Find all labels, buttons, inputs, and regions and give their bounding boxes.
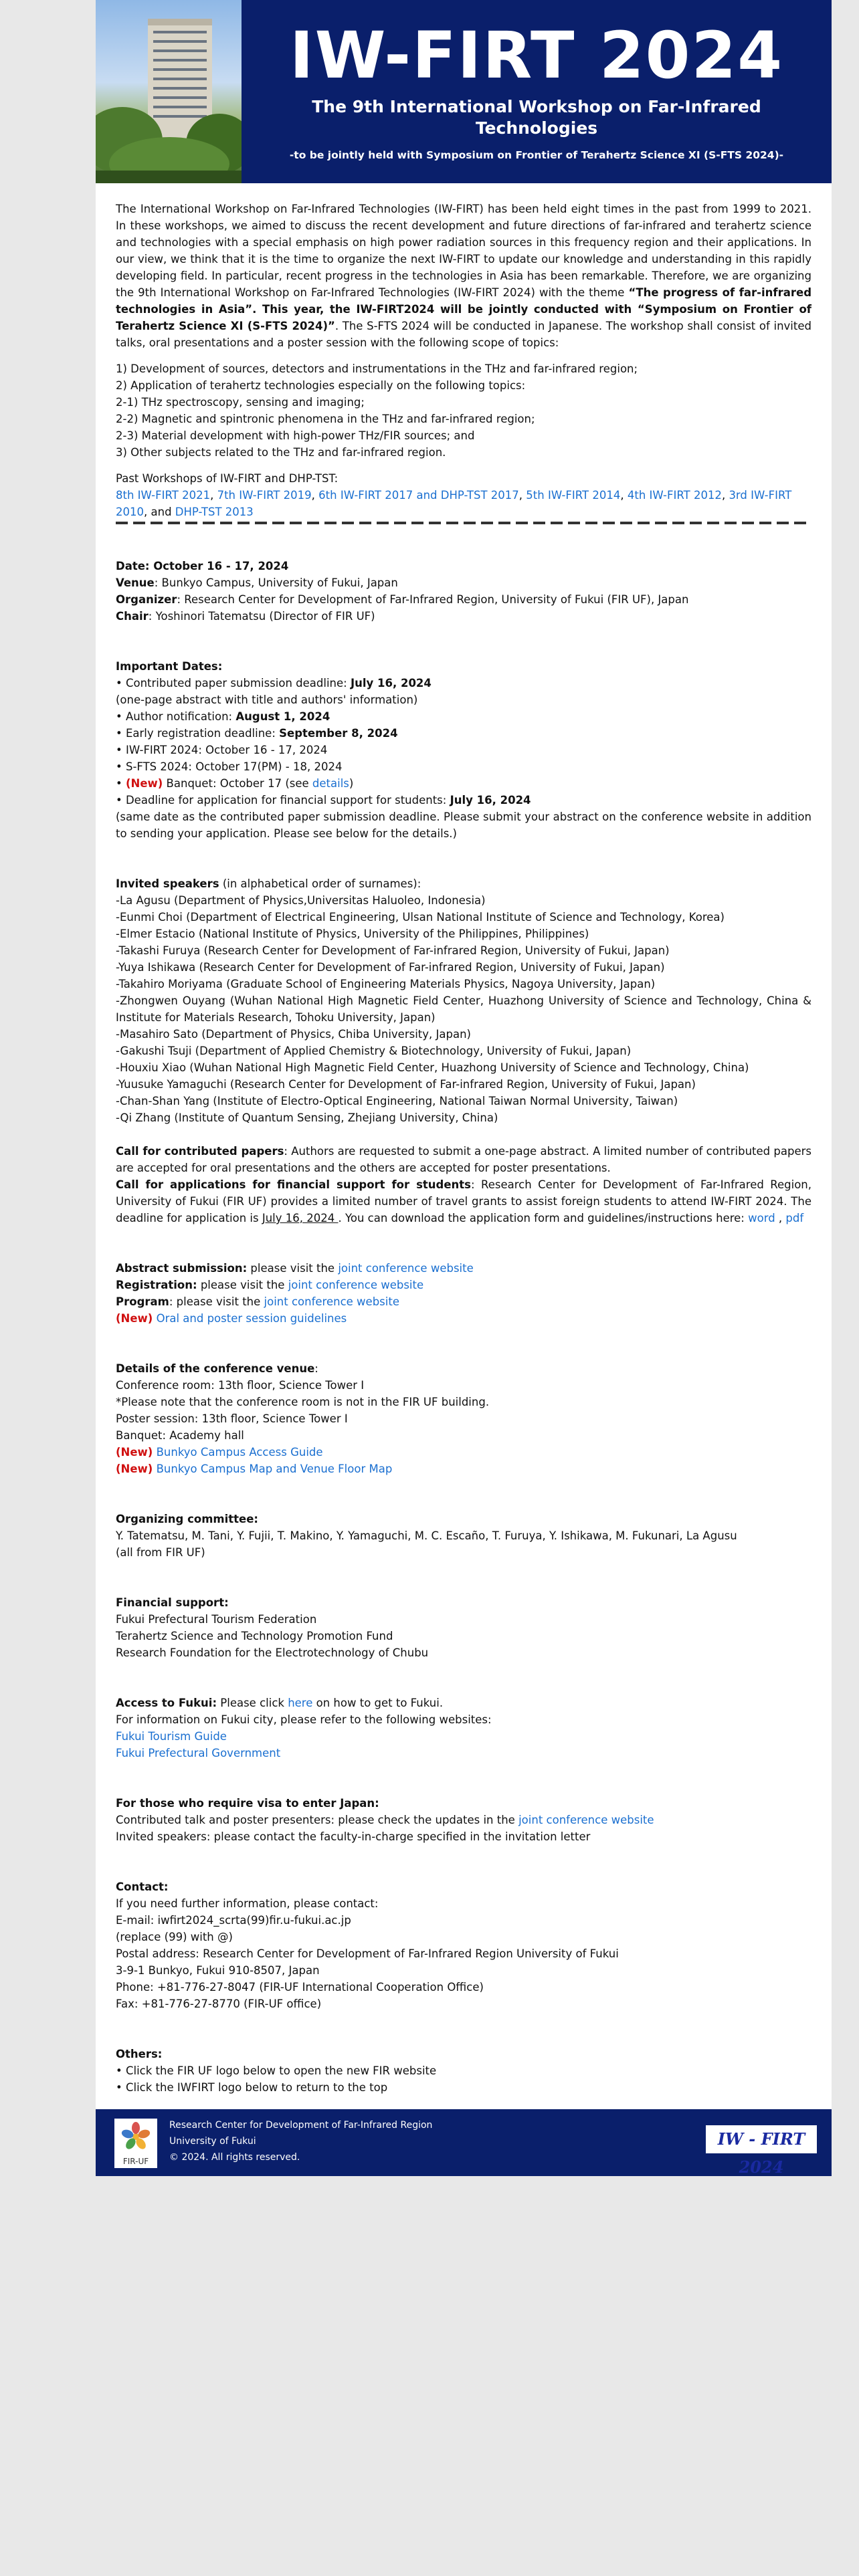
contact-heading-text: Contact: bbox=[116, 1881, 169, 1893]
registration-site-link[interactable]: joint conference website bbox=[288, 1279, 424, 1291]
footer-org: Research Center for Development of Far-Infrared Region bbox=[169, 2120, 433, 2131]
visa-heading-text: For those who require visa to enter Japan: bbox=[116, 1797, 379, 1810]
financial-heading-text: Financial support: bbox=[116, 1596, 229, 1609]
venue-label: Venue bbox=[116, 576, 155, 589]
contact-phone: Phone: +81-776-27-8047 (FIR-UF International Cooperation Office) bbox=[116, 1981, 484, 1994]
venue-text: : Bunkyo Campus, University of Fukui, Japan bbox=[154, 576, 398, 589]
date-note: (one-page abstract with title and authors' information) bbox=[116, 693, 418, 706]
others-item: • Click the IWFIRT logo below to return to the top bbox=[116, 2081, 388, 2094]
financial-item: Terahertz Science and Technology Promotion Fund bbox=[116, 1630, 393, 1642]
speaker-item: -Yuya Ishikawa (Research Center for Development of Far-infrared Region, University of Fukui, Japan) bbox=[116, 961, 665, 974]
call-support-label: Call for applications for financial support for students bbox=[116, 1178, 471, 1191]
topic-item: 1) Development of sources, detectors and instrumentations in the THz and far-infrared region; bbox=[116, 362, 638, 375]
contact-fax: Fax: +81-776-27-8770 (FIR-UF office) bbox=[116, 1998, 322, 2010]
date-value: August 1, 2024 bbox=[235, 710, 330, 723]
date-label: • Author notification: bbox=[116, 710, 236, 723]
fukui-government bbox=[116, 1745, 812, 1761]
registration-text: please visit the bbox=[197, 1279, 288, 1291]
svg-text:FIR-UF: FIR-UF bbox=[122, 2157, 149, 2166]
registration bbox=[116, 1277, 812, 1293]
iwfirt-logo-button[interactable]: IW - FIRT 2024 bbox=[706, 2125, 817, 2153]
date-value: July 16, 2024 bbox=[350, 677, 432, 689]
organizer-text: : Research Center for Development of Far-Infrared Region, University of Fukui (FIR UF), Japan bbox=[177, 593, 689, 606]
speaker-item: -Zhongwen Ouyang (Wuhan National High Magnetic Field Center, Huazhong University of Science and Technology, China & Institute for Materials Research, Tohoku University, Japan) bbox=[116, 994, 812, 1024]
application-pdf-link[interactable]: pdf bbox=[785, 1212, 804, 1224]
speaker-item: -Takahiro Moriyama (Graduate School of Engineering Materials Physics, Nagoya University, Japan) bbox=[116, 978, 656, 990]
others-heading bbox=[116, 2046, 812, 2062]
fukui-tourism bbox=[116, 1728, 812, 1745]
campus-map-link[interactable]: Bunkyo Campus Map and Venue Floor Map bbox=[156, 1463, 393, 1475]
date-label: • Early registration deadline: bbox=[116, 727, 280, 740]
committee-members: Y. Tatematsu, M. Tani, Y. Fujii, T. Makino, Y. Yamaguchi, M. C. Escaño, T. Furuya, Y. Ishikawa, M. Fukunari, La Agusu bbox=[116, 1529, 737, 1542]
visa-contributed bbox=[116, 1812, 812, 1828]
speaker-item: -Eunmi Choi (Department of Electrical Engineering, Ulsan National Institute of Science and Technology, Korea) bbox=[116, 911, 725, 924]
committee-heading-text: Organizing committee: bbox=[116, 1513, 258, 1525]
access-text2: on how to get to Fukui. bbox=[312, 1697, 444, 1709]
speaker-item: -Takashi Furuya (Research Center for Development of Far-infrared Region, University of Fukui, Japan) bbox=[116, 944, 670, 957]
speaker-item: -Qi Zhang (Institute of Quantum Sensing, Zhejiang University, China) bbox=[116, 1111, 498, 1124]
date-item bbox=[116, 675, 812, 691]
venue-room: Conference room: 13th floor, Science Tower I bbox=[116, 1379, 365, 1392]
committee-note: (all from FIR UF) bbox=[116, 1546, 205, 1559]
page-header bbox=[96, 0, 832, 183]
past-link-2021[interactable]: 8th IW-FIRT 2021 bbox=[116, 489, 211, 502]
speaker-item: -Yuusuke Yamaguchi (Research Center for Development of Far-infrared Region, University of Fukui, Japan) bbox=[116, 1078, 696, 1091]
speakers-heading-text: Invited speakers bbox=[116, 877, 219, 890]
fukui-city-info: For information on Fukui city, please refer to the following websites: bbox=[116, 1713, 492, 1726]
colon: : bbox=[314, 1362, 318, 1375]
date-item bbox=[116, 708, 812, 725]
event-venue bbox=[116, 574, 812, 591]
new-badge: (New) bbox=[116, 1463, 153, 1475]
call-papers-text: : Authors are requested to submit a one-page abstract. A limited number of contributed papers are accepted for oral presentations and the others are accepted for poster presentations. bbox=[116, 1145, 812, 1174]
tourism-guide-link[interactable]: Fukui Tourism Guide bbox=[116, 1730, 227, 1743]
chair-text: : Yoshinori Tatematsu (Director of FIR UF) bbox=[148, 610, 375, 623]
speaker-item: -Elmer Estacio (National Institute of Physics, University of the Philippines, Philippines) bbox=[116, 928, 589, 940]
comma-separator: , bbox=[775, 1212, 786, 1224]
topic-item: 2-3) Material development with high-power THz/FIR sources; and bbox=[116, 429, 475, 442]
call-papers-label: Call for contributed papers bbox=[116, 1145, 284, 1158]
page-footer bbox=[96, 2109, 832, 2176]
event-chair bbox=[116, 608, 812, 625]
topic-item: 2-2) Magnetic and spintronic phenomena in the THz and far-infrared region; bbox=[116, 413, 535, 425]
bullet: • bbox=[116, 777, 126, 790]
intro-text: The International Workshop on Far-Infrared Technologies (IW-FIRT) has been held eight times in the past from 1999 to 2021. In these workshops, we aimed to discuss the recent development and future directions of far-infrared and terahertz science and technologies with a special emphasis on high power radiation sources in this frequency region and their applications. In our view, we think that it is the time to organize the next IW-FIRT to update our knowledge and understanding in this rapidly developing field. In particular, recent progress in the technologies in Asia has been remarkable. Therefore, we are organizing the 9th International Workshop on Far-Infrared Technologies (IW-FIRT 2024) with the theme bbox=[116, 203, 812, 299]
guidelines-link[interactable]: Oral and poster session guidelines bbox=[156, 1312, 347, 1325]
date-label: • Deadline for application for financial support for students: bbox=[116, 794, 450, 807]
date-item bbox=[116, 792, 812, 809]
topics-list bbox=[116, 360, 812, 461]
topic-item: 2-1) THz spectroscopy, sensing and imaging; bbox=[116, 396, 365, 409]
campus-building-photo bbox=[96, 0, 242, 183]
access-text: Please click bbox=[217, 1697, 288, 1709]
call-support-text2: . You can download the application form and guidelines/instructions here: bbox=[338, 1212, 749, 1224]
date-value: July 16, 2024 bbox=[450, 794, 531, 807]
date-text: Date: October 16 - 17, 2024 bbox=[116, 560, 289, 572]
banquet-details-link[interactable]: details bbox=[312, 777, 349, 790]
joint-note: -to be jointly held with Symposium on Frontier of Terahertz Science XI (S-FTS 2024)- bbox=[289, 149, 784, 161]
new-badge: (New) bbox=[116, 1446, 153, 1459]
venue-note: *Please note that the conference room is not in the FIR UF building. bbox=[116, 1396, 490, 1408]
contact-street: 3-9-1 Bunkyo, Fukui 910-8507, Japan bbox=[116, 1964, 320, 1977]
venue-poster: Poster session: 13th floor, Science Tower I bbox=[116, 1412, 348, 1425]
venue-details-heading bbox=[116, 1360, 812, 1377]
intro-paragraph bbox=[116, 201, 812, 351]
page-title[interactable]: IW-FIRT 2024 bbox=[289, 18, 784, 93]
access-here-link[interactable]: here bbox=[288, 1697, 313, 1709]
footer-copyright: © 2024. All rights reserved. bbox=[169, 2152, 300, 2163]
event-organizer bbox=[116, 591, 812, 608]
speakers-heading-note: (in alphabetical order of surnames): bbox=[219, 877, 421, 890]
past-link-2012[interactable]: 4th IW-FIRT 2012 bbox=[627, 489, 722, 502]
banquet-text: Banquet: October 17 (see bbox=[163, 777, 312, 790]
new-badge: (New) bbox=[125, 777, 163, 790]
speaker-item: -Masahiro Sato (Department of Physics, Chiba University, Japan) bbox=[116, 1028, 471, 1041]
abstract-submission bbox=[116, 1260, 812, 1277]
visa-site-link[interactable]: joint conference website bbox=[518, 1814, 654, 1826]
organizer-label: Organizer bbox=[116, 593, 177, 606]
venue-map bbox=[116, 1461, 812, 1477]
past-workshops-links: 8th IW-FIRT 2021, 7th IW-FIRT 2019, 6th IW-FIRT 2017 and DHP-TST 2017, 5th IW-FIRT 2014, 4th IW-FIRT 2012, 3rd IW-FIRT 2010, and DHP-TST 2013 bbox=[116, 489, 792, 518]
footer-university: University of Fukui bbox=[169, 2136, 256, 2147]
date-item-banquet bbox=[116, 775, 812, 792]
venue-heading-text: Details of the conference venue bbox=[116, 1362, 315, 1375]
visa-invited: Invited speakers: please contact the faculty-in-charge specified in the invitation letter bbox=[116, 1830, 591, 1843]
date-label: • Contributed paper submission deadline: bbox=[116, 677, 351, 689]
contact-heading bbox=[116, 1879, 812, 1895]
intro-joint: . This year, the IW-FIRT2024 will be jointly conducted with “Symposium on Frontier of Terahertz Science XI (S-FTS 2024)” bbox=[116, 303, 812, 332]
date-item: • S-FTS 2024: October 17(PM) - 18, 2024 bbox=[116, 760, 343, 773]
visa-heading bbox=[116, 1795, 812, 1812]
call-for-financial-support bbox=[116, 1176, 812, 1226]
invited-speakers-heading bbox=[116, 875, 812, 892]
others-heading-text: Others: bbox=[116, 2048, 163, 2060]
building-image bbox=[96, 0, 242, 183]
important-dates-heading bbox=[116, 658, 812, 675]
intro-theme: “The progress of far-infrared technologies in Asia” bbox=[116, 286, 812, 316]
main-content bbox=[96, 183, 832, 2109]
contact-postal: Postal address: Research Center for Development of Far-Infrared Region University of Fukui bbox=[116, 1947, 619, 1960]
topic-item: 3) Other subjects related to the THz and far-infrared region. bbox=[116, 446, 446, 459]
new-badge: (New) bbox=[116, 1312, 153, 1325]
contact-intro: If you need further information, please contact: bbox=[116, 1897, 379, 1910]
date-item: • IW-FIRT 2024: October 16 - 17, 2024 bbox=[116, 744, 328, 756]
topic-item: 2) Application of terahertz technologies especially on the following topics: bbox=[116, 379, 526, 392]
header-text bbox=[242, 0, 832, 183]
program-label: Program bbox=[116, 1295, 169, 1308]
speaker-item: -Gakushi Tsuji (Department of Applied Chemistry & Biotechnology, University of Fukui, Japan) bbox=[116, 1045, 632, 1057]
past-link-2010[interactable]: 3rd IW-FIRT 2010 bbox=[116, 489, 792, 518]
access-fukui bbox=[116, 1695, 812, 1711]
past-link-2014[interactable]: 5th IW-FIRT 2014 bbox=[526, 489, 621, 502]
venue-banquet: Banquet: Academy hall bbox=[116, 1429, 244, 1442]
financial-heading bbox=[116, 1594, 812, 1611]
call-support-text: : Research Center for Development of Far-Infrared Region, University of Fukui (FIR UF) provides a limited number of travel grants to assist foreign students to attend IW-FIRT 2024. The deadline for application is bbox=[116, 1178, 812, 1224]
venue-access-guide bbox=[116, 1444, 812, 1461]
registration-label: Registration: bbox=[116, 1279, 197, 1291]
abstract-text: please visit the bbox=[247, 1262, 339, 1275]
paren-close: ) bbox=[349, 777, 354, 790]
speaker-item: -Houxiu Xiao (Wuhan National High Magnetic Field Center, Huazhong University of Science and Technology, China) bbox=[116, 1061, 749, 1074]
past-link-2019[interactable]: 7th IW-FIRT 2019 bbox=[217, 489, 312, 502]
intro-end: . The S-FTS 2024 will be conducted in Japanese. The workshop shall consist of invited talks, oral presentations and a poster session with the following scope of topics: bbox=[116, 320, 812, 349]
contact-email: E-mail: iwfirt2024_scrta(99)fir.u-fukui.ac.jp bbox=[116, 1914, 351, 1927]
support-deadline: July 16, 2024 bbox=[262, 1212, 339, 1224]
event-date bbox=[116, 558, 812, 574]
dates-heading-text: Important Dates: bbox=[116, 660, 223, 673]
session-guidelines bbox=[116, 1310, 812, 1327]
prefectural-government-link[interactable]: Fukui Prefectural Government bbox=[116, 1747, 281, 1759]
fir-uf-logo[interactable] bbox=[114, 2119, 157, 2168]
application-word-link[interactable]: word bbox=[748, 1212, 775, 1224]
date-item bbox=[116, 725, 812, 742]
others-item: • Click the FIR UF logo below to open the new FIR website bbox=[116, 2064, 437, 2077]
program-site-link[interactable]: joint conference website bbox=[264, 1295, 399, 1308]
page-subtitle: The 9th International Workshop on Far-Infrared Technologies bbox=[312, 97, 761, 138]
abstract-label: Abstract submission: bbox=[116, 1262, 248, 1275]
date-note: (same date as the contributed paper submission deadline. Please submit your abstract on the conference website in addition to sending your application. Please see below for the details.) bbox=[116, 811, 812, 840]
abstract-site-link[interactable]: joint conference website bbox=[338, 1262, 474, 1275]
footer-text bbox=[169, 2117, 432, 2165]
date-value: September 8, 2024 bbox=[279, 727, 398, 740]
program-text: : please visit the bbox=[169, 1295, 264, 1308]
past-link-dhp-tst-2013[interactable]: DHP-TST 2013 bbox=[175, 506, 254, 518]
speaker-item: -Chan-Shan Yang (Institute of Electro-Optical Engineering, National Taiwan Normal University, Taiwan) bbox=[116, 1095, 678, 1107]
access-label: Access to Fukui: bbox=[116, 1697, 217, 1709]
and-text: and bbox=[151, 506, 172, 518]
call-for-papers bbox=[116, 1143, 812, 1176]
past-workshops-label: Past Workshops of IW-FIRT and DHP-TST: bbox=[116, 472, 339, 485]
fir-uf-logo-icon bbox=[114, 2119, 157, 2168]
financial-item: Fukui Prefectural Tourism Federation bbox=[116, 1613, 317, 1626]
program bbox=[116, 1293, 812, 1310]
visa-contrib-text: Contributed talk and poster presenters: please check the updates in the bbox=[116, 1814, 519, 1826]
past-link-2017[interactable]: 6th IW-FIRT 2017 and DHP-TST 2017 bbox=[318, 489, 519, 502]
financial-item: Research Foundation for the Electrotechnology of Chubu bbox=[116, 1646, 429, 1659]
speaker-list bbox=[116, 892, 812, 1126]
chair-label: Chair bbox=[116, 610, 149, 623]
page bbox=[96, 0, 832, 2176]
committee-heading bbox=[116, 1511, 812, 1527]
speaker-item: -La Agusu (Department of Physics,Universitas Haluoleo, Indonesia) bbox=[116, 894, 486, 907]
access-guide-link[interactable]: Bunkyo Campus Access Guide bbox=[156, 1446, 323, 1459]
contact-replace-note: (replace (99) with @) bbox=[116, 1931, 233, 1943]
